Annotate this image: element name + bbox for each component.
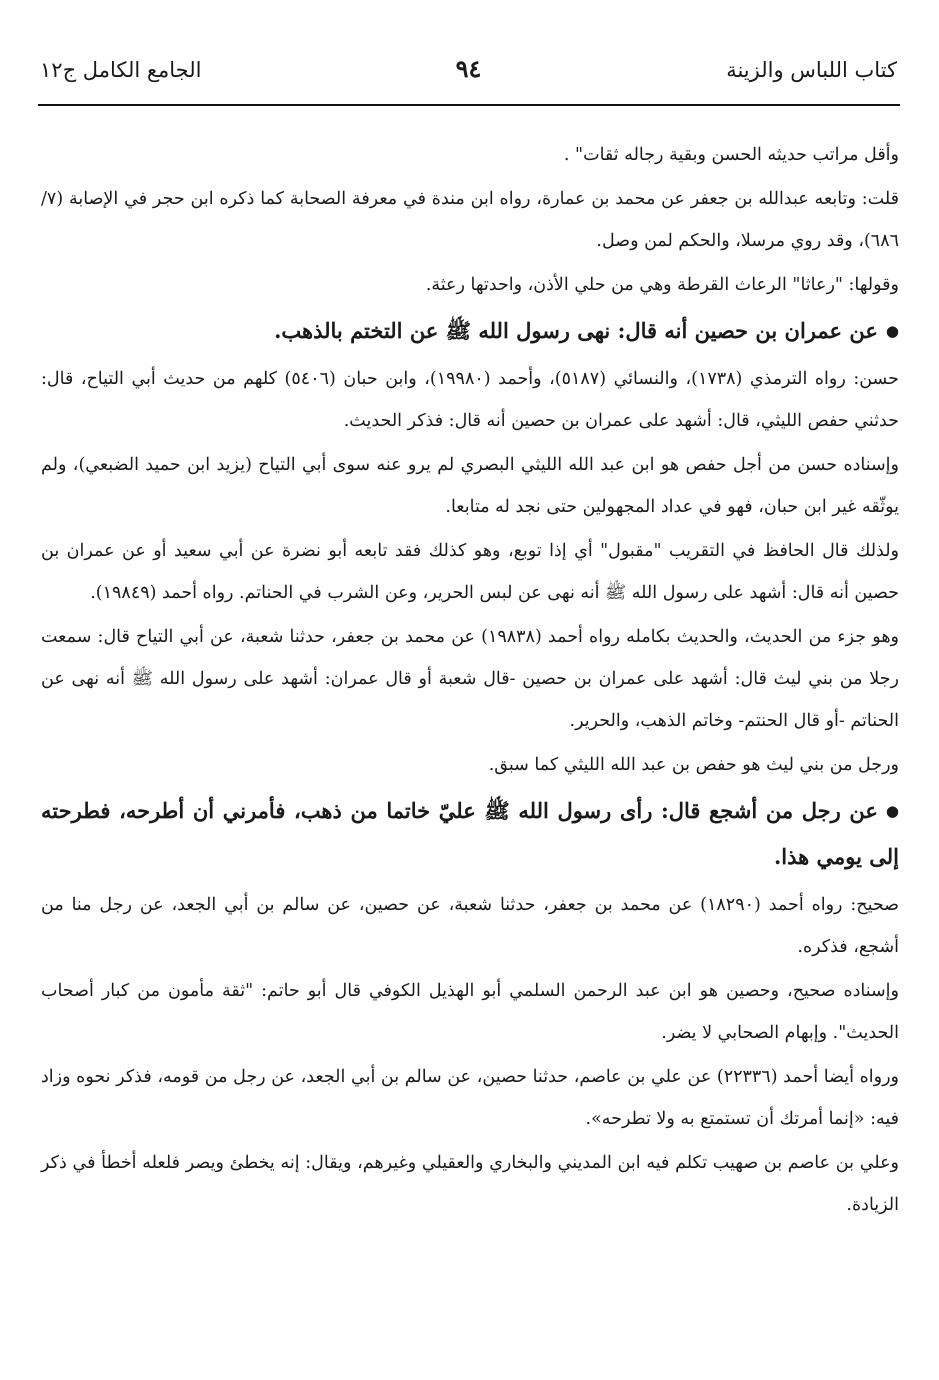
paragraph: ورجل من بني ليث هو حفص بن عبد الله الليثي كما سبق. [488,755,899,775]
paragraph: وقولها: "رعاثا" الرعاث القرطة وهي من حلي الأذن، واحدتها رعثة. [425,275,899,295]
paragraph: وعلي بن عاصم بن صهيب تكلم فيه ابن المديني والبخاري والعقيلي وغيرهم، ويقال: إنه يخطئ ويصر فلعله أخطأ في ذكر الزيادة. [41,1153,899,1215]
header-divider [38,104,900,106]
paragraph: صحيح: رواه أحمد (١٨٢٩٠) عن محمد بن جعفر، حدثنا شعبة، عن حصين، عن سالم بن أبي الجعد، عن رجل منا من أشجع، فذكره. [41,895,900,957]
paragraph: وهو جزء من الحديث، والحديث بكامله رواه أحمد (١٩٨٣٨) عن محمد بن جعفر، حدثنا شعبة، عن أبي التياح قال: سمعت رجلا من بني ليث قال: أشهد على عمران بن حصين -قال شعبة أو قال عمران: أشهد على رسول الله ﷺ أنه نهى عن الحناتم -أو قال الحنتم- وخاتم الذهب، والحرير. [41,627,899,731]
book-section-title: كتاب اللباس والزينة [726,58,897,82]
paragraph: قلت: وتابعه عبدالله بن جعفر عن محمد بن عمارة، رواه ابن مندة في معرفة الصحابة كما ذكره ابن حجر في الإصابة (٧/ ٦٨٦)، وقد روي مرسلا، والحكم لمن وصل. [41,189,899,251]
paragraph: ورواه أيضا أحمد (٢٢٣٣٦) عن علي بن عاصم، حدثنا حصين، عن سالم بن أبي الجعد، عن رجل من قومه، فذكر نحوه وزاد فيه: «إنما أمرتك أن تستمتع به ولا تطرحه». [41,1067,899,1129]
hadith-content: عن رجل من أشجع قال: رأى رسول الله ﷺ عليّ خاتما من ذهب، فأمرني أن أطرحه، فطرحته إلى يومي هذا. [41,798,899,869]
page-header [40,54,897,98]
hadith-text [41,308,899,354]
paragraph: وإسناده صحيح، وحصين هو ابن عبد الرحمن السلمي أبو الهذيل الكوفي قال أبو حاتم: "ثقة مأمون من كبار أصحاب الحديث". وإبهام الصحابي لا يضر. [41,981,899,1043]
page-body [41,134,899,1228]
bullet-icon: ● [885,322,899,340]
bullet-icon: ● [885,802,899,820]
paragraph: وأقل مراتب حديثه الحسن وبقية رجاله ثقات" . [563,145,899,165]
paragraph: وإسناده حسن من أجل حفص هو ابن عبد الله الليثي البصري لم يرو عنه سوى أبي التياح (يزيد ابن حميد الضبعي)، ولم يوثّقه غير ابن حبان، فهو في عداد المجهولين حتى نجد له متابعا. [41,455,899,517]
page-number: ٩٤ [455,54,482,83]
hadith-content: عن عمران بن حصين أنه قال: نهى رسول الله ﷺ عن التختم بالذهب. [274,318,878,343]
paragraph: حسن: رواه الترمذي (١٧٣٨)، والنسائي (٥١٨٧)، وأحمد (١٩٩٨٠)، وابن حبان (٥٤٠٦) كلهم من حديث أبي التياح، قال: حدثني حفص الليثي، قال: أشهد على عمران بن حصين أنه قال: فذكر الحديث. [41,369,899,431]
paragraph: ولذلك قال الحافظ في التقريب "مقبول" أي إذا توبع، وهو كذلك فقد تابعه أبو نضرة عن أبي سعيد أو عن عمران بن حصين أنه قال: أشهد على رسول الله ﷺ أنه نهى عن لبس الحرير، وعن الشرب في الحناتم. رواه أحمد (١٩٨٤٩). [41,541,899,603]
hadith-text [41,788,899,880]
book-volume-title: الجامع الكامل ج١٢ [40,58,202,82]
